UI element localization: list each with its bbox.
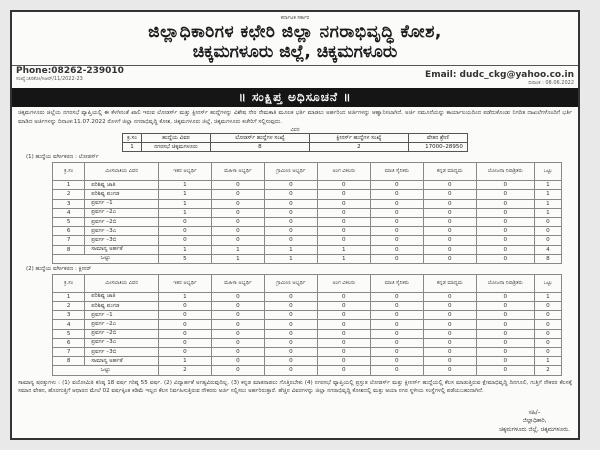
table-cell: 2: [53, 190, 85, 199]
table-cell: 0: [534, 338, 561, 347]
table-cell: 0: [476, 338, 534, 347]
summary-header: ಲೋಡರ್ಸ್ ಹುದ್ದೆಗಳ ಸಂಖ್ಯೆ: [210, 134, 309, 143]
table-row: [53, 190, 562, 199]
table-cell: 0: [534, 217, 561, 226]
column-header: ಒಟ್ಟು: [534, 274, 561, 292]
loaders-reservation-table: [52, 162, 562, 264]
table-cell: 0: [423, 181, 476, 190]
table-cell: ಪರಿಶಿಷ್ಟ ಜಾತಿ: [85, 292, 159, 301]
table-cell: 0: [534, 236, 561, 245]
table-cell: 1: [211, 245, 264, 254]
table-cell: 0: [211, 292, 264, 301]
table-cell: 1: [158, 357, 211, 366]
signature-sd: ಸಹಿ/–: [528, 409, 541, 416]
table-cell: 0: [158, 311, 211, 320]
table-cell: 0: [317, 320, 370, 329]
column-header: ಮಹಿಳಾ ಅಭ್ಯರ್ಥಿ: [211, 163, 264, 181]
table-cell: 0: [534, 320, 561, 329]
table-cell: 0: [370, 236, 423, 245]
table-cell: 0: [534, 348, 561, 357]
table-cell: 0: [423, 190, 476, 199]
table2-caption: (2) ಹುದ್ದೆಯ ವರ್ಗೀಕರಣ : ಕ್ಲೀನರ್: [26, 265, 92, 272]
table-row: [53, 311, 562, 320]
table-cell: ಸಾಮಾನ್ಯ ಅರ್ಹತೆ: [85, 245, 159, 254]
table-cell: 0: [211, 227, 264, 236]
summary-cell: 1: [123, 143, 142, 152]
table-cell: 3: [53, 199, 85, 208]
total-cell: 0: [317, 366, 370, 375]
table-cell: 0: [423, 236, 476, 245]
table-cell: 8: [53, 245, 85, 254]
column-header: ಒಟ್ಟು: [534, 163, 561, 181]
table-cell: 0: [317, 311, 370, 320]
summary-caption: ವಿವರ: [290, 127, 300, 134]
table-cell: 0: [423, 311, 476, 320]
table-cell: 0: [370, 227, 423, 236]
column-header: ಕನ್ನಡ ಮಾಧ್ಯಮ: [423, 163, 476, 181]
table-cell: 0: [317, 217, 370, 226]
phone-number: Phone:08262-239010: [16, 66, 124, 76]
total-cell: 0: [211, 366, 264, 375]
summary-header: ಕ್ಲೀನರ್ಸ್ ಹುದ್ದೆಗಳ ಸಂಖ್ಯೆ: [309, 134, 408, 143]
table-cell: 0: [476, 311, 534, 320]
office-title-line2: ಚಿಕ್ಕಮಗಳೂರು ಜಿಲ್ಲೆ, ಚಿಕ್ಕಮಗಳೂರು: [192, 42, 398, 62]
table-cell: 0: [211, 320, 264, 329]
table-cell: 0: [476, 357, 534, 366]
table-cell: 0: [476, 208, 534, 217]
total-cell: 0: [423, 254, 476, 263]
total-cell: 0: [476, 366, 534, 375]
summary-header: ವೇತನ ಶ್ರೇಣಿ: [408, 134, 467, 143]
total-cell: ಒಟ್ಟು: [53, 366, 159, 375]
table-cell: 0: [211, 338, 264, 347]
summary-row: [123, 143, 468, 152]
table-cell: 0: [264, 311, 317, 320]
table-cell: 0: [423, 302, 476, 311]
table-cell: 0: [264, 236, 317, 245]
table-cell: ಸಾಮಾನ್ಯ ಅರ್ಹತೆ: [85, 357, 159, 366]
table-cell: 0: [264, 217, 317, 226]
table-cell: 0: [211, 236, 264, 245]
column-header: ಅಂಗ ವಿಕಲರು: [317, 274, 370, 292]
table-cell: 8: [53, 357, 85, 366]
table-cell: 0: [211, 181, 264, 190]
table-cell: ಪ್ರವರ್ಗ –2ಬಿ: [85, 217, 159, 226]
table-cell: 0: [370, 348, 423, 357]
signatory-title: ಜಿಲ್ಲಾಧಿಕಾರಿ,: [522, 418, 547, 425]
table-cell: ಪ್ರವರ್ಗ –3ಬಿ: [85, 236, 159, 245]
table-cell: 0: [317, 190, 370, 199]
notice-date: ದಿನಾಂಕ : 08.06.2022: [528, 80, 574, 86]
table-cell: 0: [534, 329, 561, 338]
table-cell: 0: [317, 236, 370, 245]
table-cell: 0: [476, 190, 534, 199]
signature-block: [499, 409, 570, 434]
table-cell: 0: [423, 208, 476, 217]
column-header: ಕನ್ನಡ ಮಾಧ್ಯಮ: [423, 274, 476, 292]
table-cell: 0: [476, 329, 534, 338]
contact-row: [12, 65, 578, 88]
total-cell: 1: [264, 254, 317, 263]
table-cell: 0: [423, 227, 476, 236]
table-cell: 0: [264, 329, 317, 338]
table-cell: 0: [370, 217, 423, 226]
table-cell: 0: [211, 217, 264, 226]
table-cell: 5: [53, 217, 85, 226]
summary-cell: ನಗರಸಭೆ ಚಿಕ್ಕಮಗಳೂರು: [141, 143, 210, 152]
total-cell: ಒಟ್ಟು: [53, 254, 159, 263]
total-cell: 0: [476, 254, 534, 263]
table-cell: 0: [423, 320, 476, 329]
table-cell: 0: [211, 190, 264, 199]
table-row: [53, 181, 562, 190]
table-cell: 0: [158, 217, 211, 226]
table-cell: 1: [534, 208, 561, 217]
total-cell: 1: [211, 254, 264, 263]
table-cell: 0: [534, 302, 561, 311]
table-cell: 0: [317, 329, 370, 338]
table-cell: 0: [534, 311, 561, 320]
total-cell: 2: [158, 366, 211, 375]
column-header: ಯೋಜನಾ ನಿರಾಶ್ರಿತರು: [476, 274, 534, 292]
table-cell: 0: [264, 227, 317, 236]
table-cell: 0: [211, 329, 264, 338]
table-cell: 1: [264, 245, 317, 254]
table-cell: 0: [370, 357, 423, 366]
total-cell: 0: [423, 366, 476, 375]
table-cell: 0: [264, 348, 317, 357]
table-cell: 0: [211, 311, 264, 320]
header-row: [53, 163, 562, 181]
table-cell: 6: [53, 227, 85, 236]
table-cell: 1: [158, 208, 211, 217]
table-cell: 2: [53, 302, 85, 311]
table-cell: 0: [264, 190, 317, 199]
column-header: ಯೋಜನಾ ನಿರಾಶ್ರಿತರು: [476, 163, 534, 181]
table-cell: 0: [370, 245, 423, 254]
table-row: [53, 329, 562, 338]
column-header: ಮೀಸಲಾತಿಯ ವಿವರ: [85, 163, 159, 181]
table-cell: ಪ್ರವರ್ಗ –3ಎ: [85, 338, 159, 347]
table-cell: 1: [158, 199, 211, 208]
table-cell: 0: [264, 338, 317, 347]
table-cell: 0: [317, 181, 370, 190]
table-cell: 0: [317, 302, 370, 311]
table-cell: 0: [423, 199, 476, 208]
table-cell: 1: [534, 181, 561, 190]
table-cell: 0: [370, 190, 423, 199]
table-cell: ಪ್ರವರ್ಗ –2ಬಿ: [85, 329, 159, 338]
table-cell: 0: [317, 338, 370, 347]
table-cell: 1: [158, 190, 211, 199]
summary-cell: 2: [309, 143, 408, 152]
table-cell: 0: [423, 338, 476, 347]
table-cell: 7: [53, 348, 85, 357]
table-cell: 0: [370, 329, 423, 338]
table-cell: 0: [423, 292, 476, 301]
table-cell: 0: [476, 236, 534, 245]
table-cell: 0: [476, 320, 534, 329]
column-header: ಇತರ ಅಭ್ಯರ್ಥಿ: [158, 274, 211, 292]
table-cell: 1: [317, 245, 370, 254]
table-cell: 0: [370, 302, 423, 311]
summary-table: [122, 133, 468, 152]
table-cell: 1: [158, 181, 211, 190]
table-cell: 0: [476, 348, 534, 357]
total-cell: 2: [534, 366, 561, 375]
reference-number: ಸಂಖ್ಯೆ:ಜಿನಕೋ/ಸಿಆರ್/11/2022-23: [16, 76, 83, 82]
table-cell: 0: [264, 302, 317, 311]
table-cell: 6: [53, 338, 85, 347]
table-cell: 0: [264, 199, 317, 208]
table-cell: 0: [317, 208, 370, 217]
table-cell: 7: [53, 236, 85, 245]
table-cell: 1: [534, 292, 561, 301]
table-cell: 0: [423, 217, 476, 226]
table-row: [53, 227, 562, 236]
table-row: [53, 338, 562, 347]
table-row: [53, 320, 562, 329]
table-cell: 0: [423, 357, 476, 366]
summary-cell: 8: [210, 143, 309, 152]
table-cell: 0: [317, 357, 370, 366]
table-row: [53, 302, 562, 311]
table-cell: 0: [158, 348, 211, 357]
table-cell: 0: [370, 199, 423, 208]
column-header: ಅಂಗ ವಿಕಲರು: [317, 163, 370, 181]
table-cell: 1: [158, 292, 211, 301]
table-cell: 0: [158, 302, 211, 311]
table-cell: 1: [534, 357, 561, 366]
table-cell: 4: [53, 208, 85, 217]
table-cell: ಪರಿಶಿಷ್ಟ ಪಂಗಡ: [85, 190, 159, 199]
table-cell: ಪ್ರವರ್ಗ –3ಎ: [85, 227, 159, 236]
table-cell: 0: [158, 329, 211, 338]
summary-header: ಕ್ರ.ಸಂ: [123, 134, 142, 143]
table-cell: 0: [264, 357, 317, 366]
table-cell: 0: [370, 338, 423, 347]
table-cell: 0: [476, 302, 534, 311]
table-cell: ಪ್ರವರ್ಗ –1: [85, 199, 159, 208]
table-row: [53, 357, 562, 366]
column-header: ಮಹಿಳಾ ಅಭ್ಯರ್ಥಿ: [211, 274, 264, 292]
table-cell: 0: [211, 199, 264, 208]
table-row: [53, 199, 562, 208]
table-cell: 0: [423, 245, 476, 254]
table1-caption: (1) ಹುದ್ದೆಯ ವರ್ಗೀಕರಣ : ಲೋಡರ್ಸ್: [26, 154, 99, 161]
table-cell: ಪ್ರವರ್ಗ –3ಬಿ: [85, 348, 159, 357]
column-header: ಮಾಜಿ ಸೈನಿಕರು: [370, 163, 423, 181]
column-header: ಮಾಜಿ ಸೈನಿಕರು: [370, 274, 423, 292]
total-cell: 0: [370, 254, 423, 263]
table-cell: 0: [317, 292, 370, 301]
column-header: ಮೀಸಲಾತಿಯ ವಿವರ: [85, 274, 159, 292]
table-cell: 0: [317, 348, 370, 357]
intro-paragraph: ಚಿಕ್ಕಮಗಳೂರು ಜಿಲ್ಲೆಯ ನಗರಸಭೆ ವ್ಯಾಪ್ತಿಯಲ್ಲಿ ಈ ಕೆಳಗಿನಂತೆ ಖಾಲಿ ಇರುವ ಲೋಡರ್ಸ್ ಮತ್ತು ಕ್ಲೀನರ್ಸ್ ಹುದ್ದೆಗಳನ್ನು ವಿಶೇಷ ನೇರ ನೇಮಕಾತಿ ಮೂಲಕ ಭರ್ತಿ ಮಾಡಲು ಅರ್ಹರಿಂದ ಅರ್ಜಿಗಳನ್ನು ಆಹ್ವಾನಿಸಲಾಗಿದೆ. ಅರ್ಜಿ ನಮೂನೆಯನ್ನು ಕಾರ್ಯಾಲಯದಿಂದ ಪಡೆದುಕೊಂಡು ನಿಗದಿತ ದಾಖಲೆಗಳೊಂದಿಗೆ ಭರ್ತಿ ಮಾಡಿದ ಅರ್ಜಿಗಳನ್ನು ದಿನಾಂಕ:11.07.2022 ರೊಳಗೆ ಜಿಲ್ಲಾ ನಗರಾಭಿವೃದ್ಧಿ ಕೋಶ, ಚಿಕ್ಕಮಗಳೂರು ಜಿಲ್ಲೆ, ಚಿಕ್ಕಮಗಳೂರು ಕಚೇರಿಗೆ ಸಲ್ಲಿಸುವುದು.: [18, 110, 572, 125]
table-cell: 1: [53, 292, 85, 301]
notice-document: [10, 10, 580, 440]
table-cell: 4: [53, 320, 85, 329]
table-cell: ಪ್ರವರ್ಗ –2ಎ: [85, 208, 159, 217]
table-cell: 0: [158, 227, 211, 236]
general-conditions: ಸಾಮಾನ್ಯ ಷರತ್ತುಗಳು : (1) ವಯೋಮಿತಿ ಕನಿಷ್ಠ 18 ವರ್ಷ ಗರಿಷ್ಠ 55 ವರ್ಷ. (2) ವಿದ್ಯಾರ್ಹತೆ ಅಗತ್ಯವಿರುವುದಿಲ್ಲ. (3) ಕನ್ನಡ ಮಾತನಾಡಲು ಗೊತ್ತಿರಬೇಕು (4) ನಗರಸಭೆ ವ್ಯಾಪ್ತಿಯಲ್ಲಿ ಪ್ರಸ್ತುತ ಲೋಡರ್ಸ್ ಮತ್ತು ಕ್ಲೀನರ್ಸ್ ಹುದ್ದೆಯಲ್ಲಿ ಕೆಲಸ ಮಾಡುತ್ತಿರುವ ಕ್ಷೇಮಾಭಿವೃದ್ಧಿ ದಿನಗೂಲಿ, ಗುತ್ತಿಗೆ ನೌಕರರ ಕೆಲಸಕ್ಕೆ ಸಮಾನ ವೇತನ, ಹೊರಗುತ್ತಿಗೆ ಆಧಾರದ ಮೇಲೆ 02 ವರ್ಷಕ್ಕಿಂತ ಕಡಿಮೆ ಇಲ್ಲದ ಕೆಲಸ ನಿರ್ವಹಿಸುತ್ತಿರುವ ನೌಕರರು ಅರ್ಜಿ ಸಲ್ಲಿಸಲು ಅರ್ಹರಿರುತ್ತಾರೆ. ಹೆಚ್ಚಿನ ವಿವರಗಳನ್ನು ಜಿಲ್ಲಾ ನಗರಾಭಿವೃದ್ಧಿ ಕೋಶದಲ್ಲಿ ಮತ್ತು ಆಯಾ ನಗರ ಸ್ಥಳೀಯ ಸಂಸ್ಥೆಗಳಲ್ಲಿ ಪಡೆಯಬಹುದಾಗಿದೆ.: [18, 379, 572, 394]
government-label: ಕರ್ನಾಟಕ ಸರ್ಕಾರ: [280, 15, 310, 21]
table-row: [53, 292, 562, 301]
table-cell: 0: [370, 311, 423, 320]
table-cell: 1: [53, 181, 85, 190]
column-header: ಕ್ರ.ಸಂ: [53, 163, 85, 181]
table-row: [53, 208, 562, 217]
table-cell: 0: [211, 302, 264, 311]
table-cell: 0: [476, 199, 534, 208]
table-cell: ಪರಿಶಿಷ್ಟ ಪಂಗಡ: [85, 302, 159, 311]
table-cell: 0: [264, 181, 317, 190]
table-cell: 0: [370, 320, 423, 329]
table-cell: 0: [264, 208, 317, 217]
table-cell: 0: [370, 292, 423, 301]
summary-header: ಹುದ್ದೆಯ ವಿವರ: [141, 134, 210, 143]
notice-banner: ॥ ಸಂಕ್ಷಿಪ್ತ ಅಧಿಸೂಚನೆ ॥: [12, 88, 578, 107]
table-cell: 0: [211, 357, 264, 366]
office-title-line1: ಜಿಲ್ಲಾಧಿಕಾರಿಗಳ ಕಛೇರಿ ಜಿಲ್ಲಾ ನಗರಾಭಿವೃದ್ಧಿ ಕೋಶ,: [148, 22, 442, 42]
table-cell: 0: [370, 208, 423, 217]
total-row: [53, 254, 562, 263]
table-cell: 0: [211, 348, 264, 357]
table-row: [53, 348, 562, 357]
table-cell: 0: [423, 348, 476, 357]
table-row: [53, 217, 562, 226]
email-address: Email: dudc_ckg@yahoo.co.in: [425, 70, 574, 80]
total-cell: 5: [158, 254, 211, 263]
table-cell: 0: [534, 227, 561, 236]
table-cell: 4: [534, 245, 561, 254]
table-cell: ಪ್ರವರ್ಗ –2ಎ: [85, 320, 159, 329]
column-header: ಇತರ ಅಭ್ಯರ್ಥಿ: [158, 163, 211, 181]
column-header: ಕ್ರ.ಸಂ: [53, 274, 85, 292]
summary-cell: 17000–28950: [408, 143, 467, 152]
table-cell: 5: [53, 329, 85, 338]
table-cell: 0: [264, 292, 317, 301]
table-cell: 1: [534, 199, 561, 208]
summary-header-row: [123, 134, 468, 143]
table-cell: 0: [476, 217, 534, 226]
table-cell: 0: [476, 245, 534, 254]
column-header: ಗ್ರಾಮೀಣ ಅಭ್ಯರ್ಥಿ: [264, 274, 317, 292]
table-cell: ಪರಿಶಿಷ್ಟ ಜಾತಿ: [85, 181, 159, 190]
table-cell: 0: [370, 181, 423, 190]
table-cell: 0: [264, 320, 317, 329]
table-cell: 1: [158, 245, 211, 254]
total-row: [53, 366, 562, 375]
table-row: [53, 236, 562, 245]
table-cell: 0: [211, 208, 264, 217]
table-cell: 0: [317, 199, 370, 208]
total-cell: 8: [534, 254, 561, 263]
table-cell: 1: [534, 190, 561, 199]
table-cell: 0: [423, 329, 476, 338]
table-cell: 0: [158, 320, 211, 329]
table-cell: 0: [476, 181, 534, 190]
total-cell: 0: [370, 366, 423, 375]
table-cell: 0: [317, 227, 370, 236]
table-cell: 0: [158, 338, 211, 347]
table-cell: 0: [158, 236, 211, 245]
signatory-office: ಚಿಕ್ಕಮಗಳೂರು ಜಿಲ್ಲೆ, ಚಿಕ್ಕಮಗಳೂರು.: [499, 426, 570, 433]
table-cell: 0: [476, 292, 534, 301]
total-cell: 1: [317, 254, 370, 263]
header-row: [53, 274, 562, 292]
total-cell: 0: [264, 366, 317, 375]
table-cell: 0: [476, 227, 534, 236]
table-row: [53, 245, 562, 254]
table-cell: 3: [53, 311, 85, 320]
column-header: ಗ್ರಾಮೀಣ ಅಭ್ಯರ್ಥಿ: [264, 163, 317, 181]
table-cell: ಪ್ರವರ್ಗ –1: [85, 311, 159, 320]
cleaners-reservation-table: [52, 274, 562, 376]
